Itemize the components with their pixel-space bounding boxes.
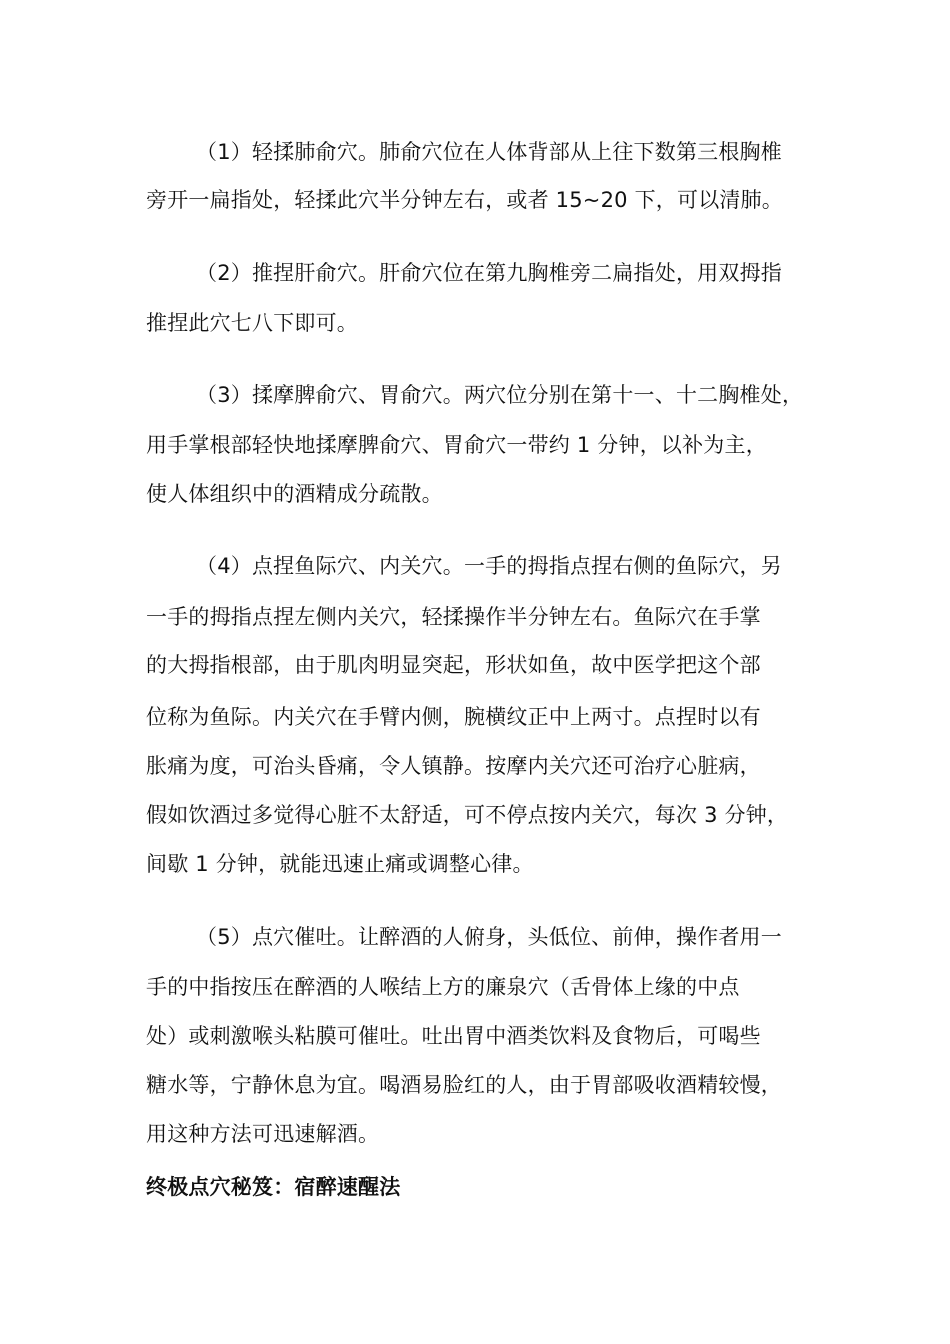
- paragraph-5-line-5: 用这种方法可迅速解酒。: [146, 1122, 380, 1146]
- paragraph-5-line-2: 手的中指按压在醉酒的人喉结上方的廉泉穴（舌骨体上缘的中点: [146, 975, 740, 999]
- paragraph-4-line-6: 假如饮酒过多觉得心脏不太舒适，可不停点按内关穴，每次 3 分钟，: [146, 803, 789, 827]
- paragraph-2-line-1: （2）推捏肝俞穴。肝俞穴位在第九胸椎旁二扁指处，用双拇指: [196, 261, 782, 285]
- paragraph-4-line-4: 位称为鱼际。内关穴在手臂内侧，腕横纹正中上两寸。点捏时以有: [146, 705, 761, 729]
- paragraph-1-line-1: （1）轻揉肺俞穴。肺俞穴位在人体背部从上往下数第三根胸椎: [196, 140, 782, 164]
- paragraph-4-line-5: 胀痛为度，可治头昏痛，令人镇静。按摩内关穴还可治疗心脏病，: [146, 754, 761, 778]
- paragraph-5-line-4: 糖水等，宁静休息为宜。喝酒易脸红的人，由于胃部吸收酒精较慢，: [146, 1073, 782, 1097]
- paragraph-5-line-3: 处）或刺激喉头粘膜可催吐。吐出胃中酒类饮料及食物后，可喝些: [146, 1024, 761, 1048]
- paragraph-1-line-2: 旁开一扁指处，轻揉此穴半分钟左右，或者 15~20 下，可以清肺。: [146, 188, 783, 212]
- paragraph-5-line-1: （5）点穴催吐。让醉酒的人俯身，头低位、前伸，操作者用一: [196, 925, 782, 949]
- paragraph-4-line-2: 一手的拇指点捏左侧内关穴，轻揉操作半分钟左右。鱼际穴在手掌: [146, 605, 761, 629]
- paragraph-4-line-7: 间歇 1 分钟，就能迅速止痛或调整心律。: [146, 852, 534, 876]
- paragraph-4-line-3: 的大拇指根部，由于肌肉明显突起，形状如鱼，故中医学把这个部: [146, 653, 761, 677]
- paragraph-4-line-1: （4）点捏鱼际穴、内关穴。一手的拇指点捏右侧的鱼际穴，另: [196, 554, 782, 578]
- section-heading: 终极点穴秘笈：宿醉速醒法: [146, 1175, 401, 1199]
- paragraph-3-line-1: （3）揉摩脾俞穴、胃俞穴。两穴位分别在第十一、十二胸椎处，: [196, 383, 804, 407]
- paragraph-3-line-2: 用手掌根部轻快地揉摩脾俞穴、胃俞穴一带约 1 分钟，以补为主，: [146, 433, 767, 457]
- paragraph-3-line-3: 使人体组织中的酒精成分疏散。: [146, 482, 443, 506]
- paragraph-2-line-2: 推捏此穴七八下即可。: [146, 311, 358, 335]
